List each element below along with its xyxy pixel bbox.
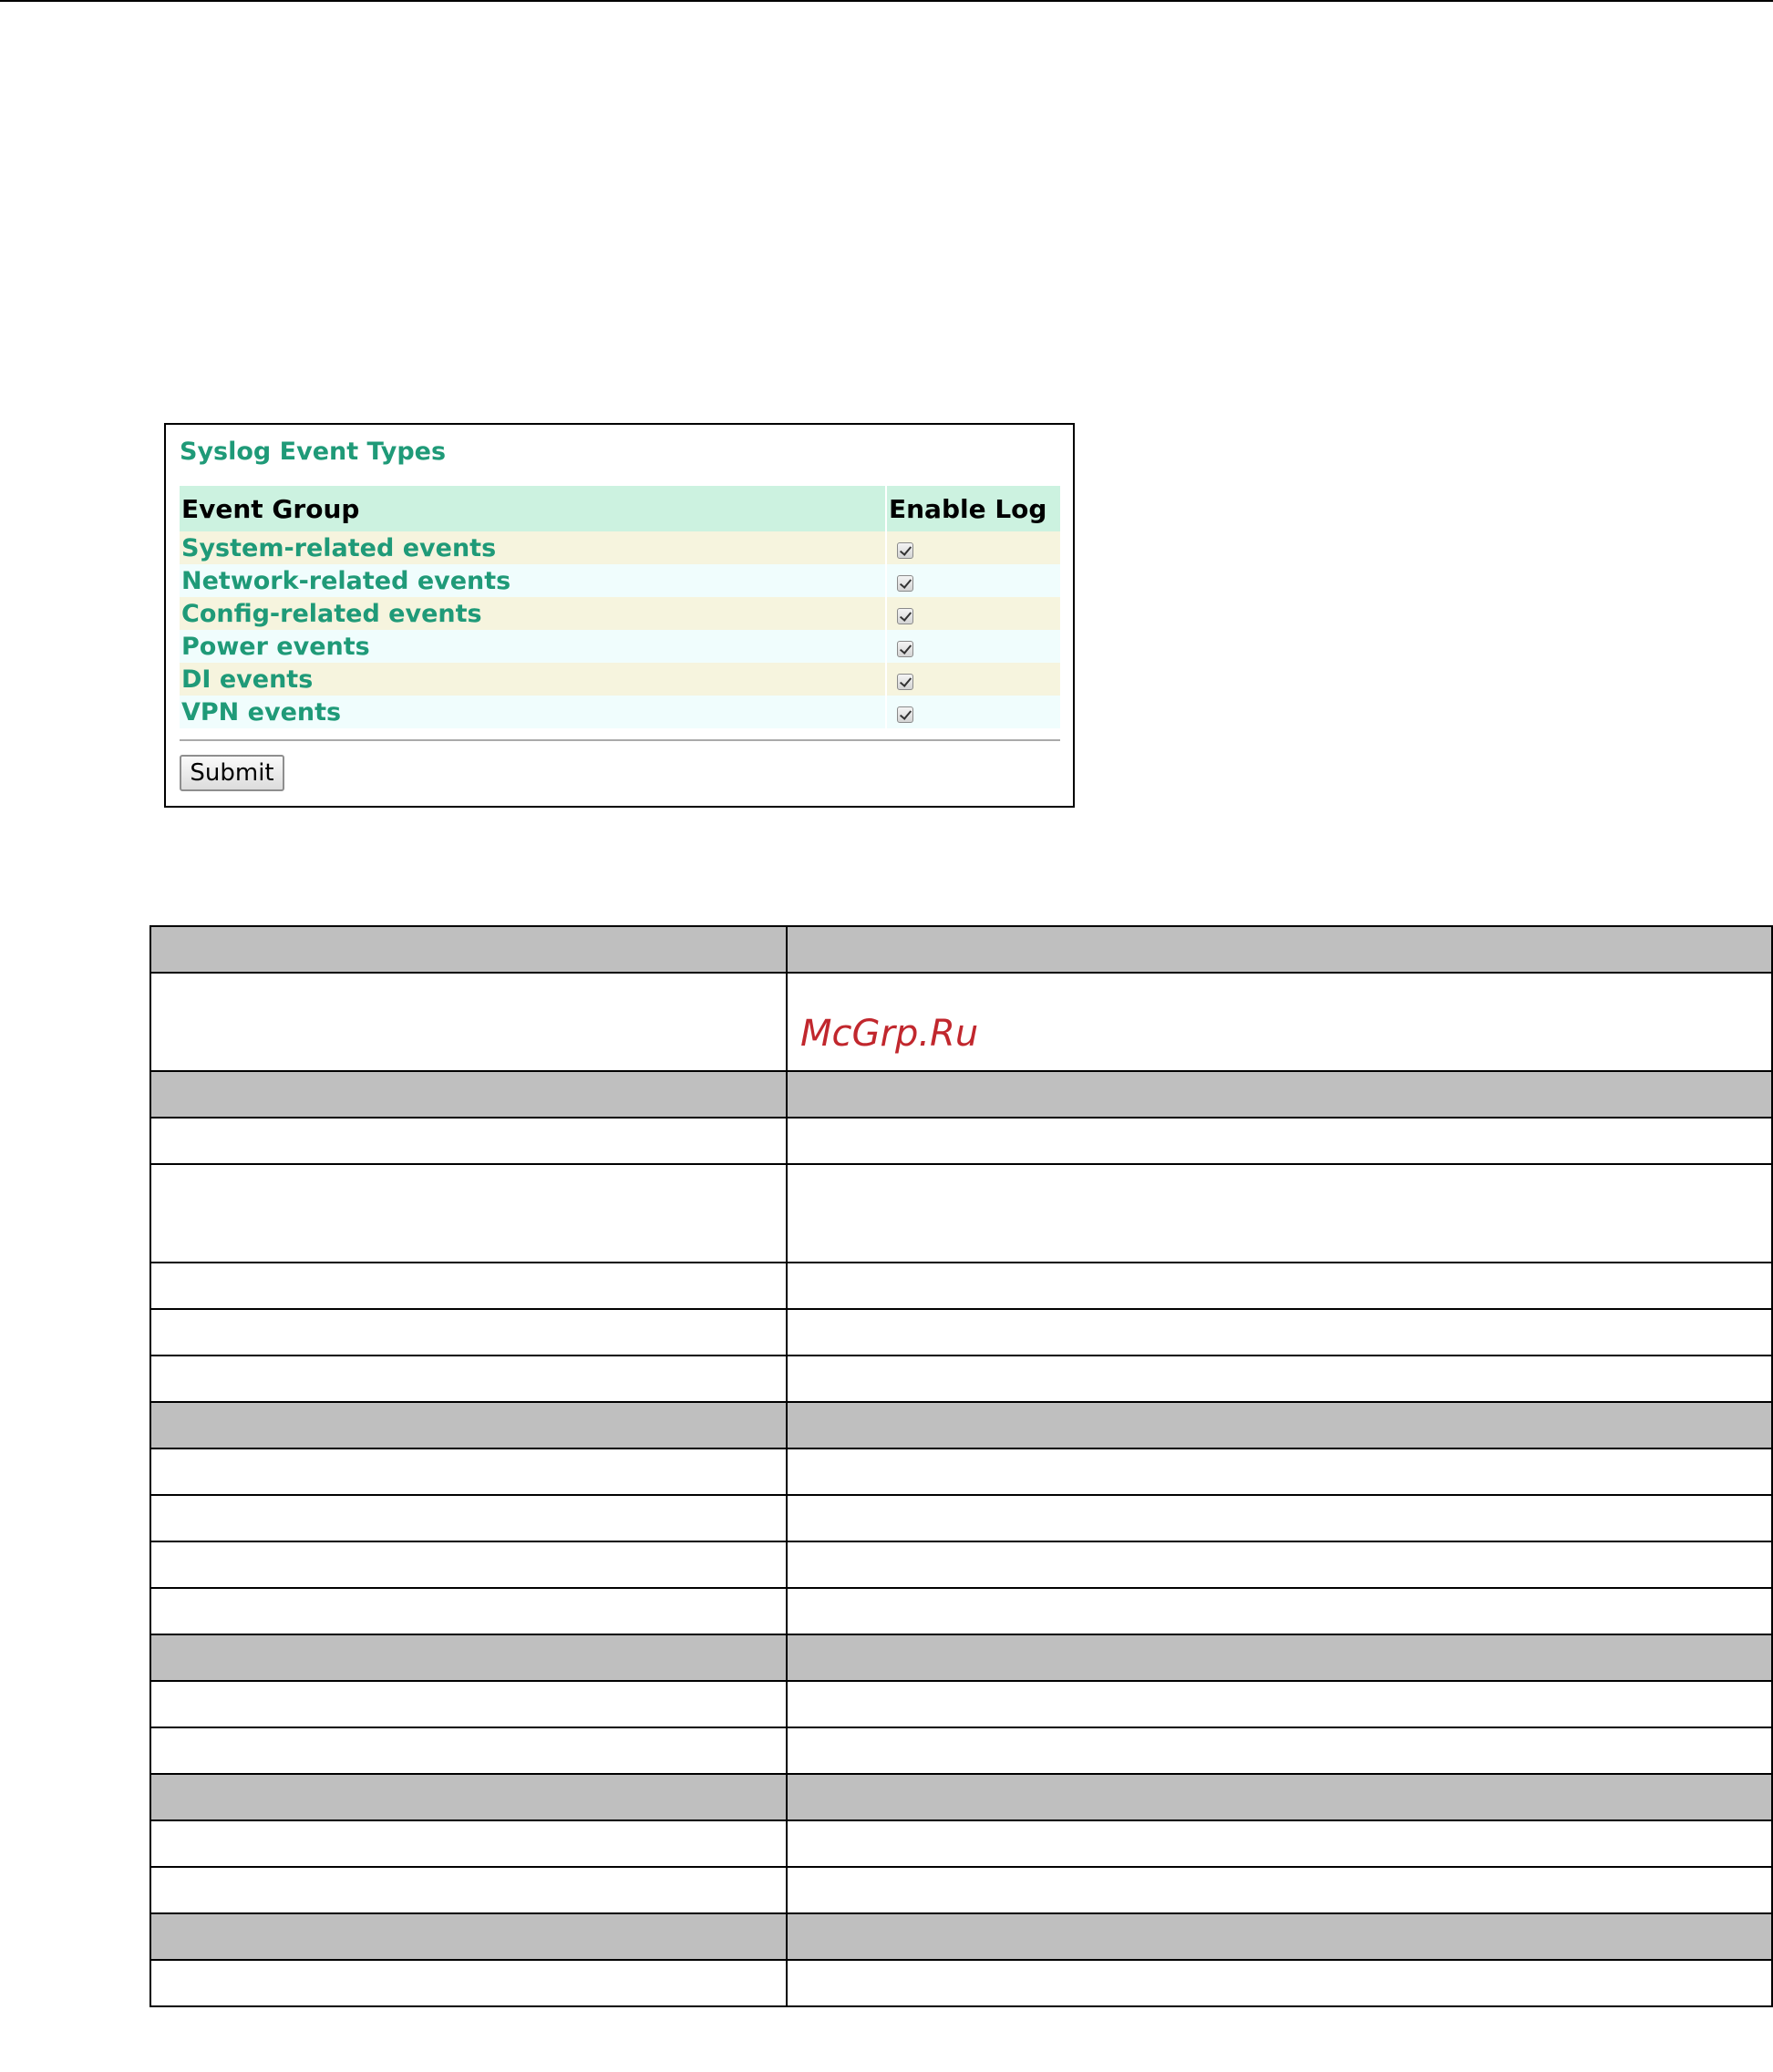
grid-row (150, 1448, 1772, 1495)
grid-cell (150, 1960, 787, 2006)
grid-cell (787, 1402, 1772, 1448)
grid-cell (787, 1356, 1772, 1402)
grid-row (150, 1960, 1772, 2006)
config-events-checkbox[interactable] (897, 608, 913, 624)
event-row-network (180, 564, 1060, 597)
grid-cell (787, 1118, 1772, 1164)
event-label: Config-related events (180, 597, 886, 630)
event-label: Network-related events (180, 564, 886, 597)
event-row-system (180, 531, 1060, 564)
grid-cell (787, 1634, 1772, 1681)
grid-cell (150, 1495, 787, 1541)
grid-section-header-row (150, 1402, 1772, 1448)
grid-row (150, 1588, 1772, 1634)
event-row-di (180, 663, 1060, 696)
grid-cell (150, 1118, 787, 1164)
grid-cell (787, 1541, 1772, 1588)
enable-log-cell (886, 663, 1060, 696)
grid-cell (150, 1541, 787, 1588)
grid-row (150, 1164, 1772, 1263)
grid-cell (787, 1820, 1772, 1867)
grid-cell (150, 973, 787, 1071)
enable-log-cell (886, 630, 1060, 663)
grid-cell (787, 1263, 1772, 1309)
grid-cell (150, 1164, 787, 1263)
event-table-header-row (180, 486, 1060, 531)
vpn-events-checkbox[interactable] (897, 706, 913, 723)
event-row-vpn (180, 696, 1060, 728)
grid-cell (150, 1774, 787, 1820)
top-rule (0, 0, 1773, 2)
grid-row (150, 1356, 1772, 1402)
grid-section-header-row (150, 1634, 1772, 1681)
network-events-checkbox[interactable] (897, 575, 913, 592)
grid-cell (150, 1634, 787, 1681)
grid-cell (787, 1448, 1772, 1495)
grid-row (150, 1118, 1772, 1164)
grid-cell (787, 1681, 1772, 1727)
grid-cell (787, 1071, 1772, 1118)
grid-section-header-row (150, 1913, 1772, 1960)
grid-row (150, 1309, 1772, 1356)
grid-cell (787, 1913, 1772, 1960)
grid-cell (150, 1727, 787, 1774)
grid-row (150, 1541, 1772, 1588)
enable-log-cell (886, 531, 1060, 564)
grid-cell (787, 1960, 1772, 2006)
grid-cell (150, 1402, 787, 1448)
enable-log-cell (886, 597, 1060, 630)
enable-log-cell (886, 564, 1060, 597)
grid-cell (787, 1727, 1772, 1774)
enable-log-header: Enable Log (886, 486, 1060, 531)
event-row-power (180, 630, 1060, 663)
submit-button[interactable]: Submit (180, 755, 284, 791)
syslog-event-types-panel (164, 423, 1075, 808)
grid-cell (787, 1588, 1772, 1634)
grid-section-header-row (150, 1071, 1772, 1118)
event-label: VPN events (180, 696, 886, 728)
grid-row (150, 1820, 1772, 1867)
grid-cell (150, 1263, 787, 1309)
grid-cell (150, 1681, 787, 1727)
panel-title: Syslog Event Types (180, 438, 447, 466)
grid-section-header-row (150, 1774, 1772, 1820)
grid-cell (787, 1495, 1772, 1541)
grid-cell (150, 1309, 787, 1356)
power-events-checkbox[interactable] (897, 641, 913, 657)
grid-section-header-row (150, 926, 1772, 973)
enable-log-cell (886, 696, 1060, 728)
grid-row (150, 1867, 1772, 1913)
system-events-checkbox[interactable] (897, 542, 913, 559)
grid-cell (787, 1867, 1772, 1913)
grid-cell (150, 1448, 787, 1495)
di-events-checkbox[interactable] (897, 674, 913, 690)
panel-divider (180, 739, 1060, 741)
grid-cell (150, 1588, 787, 1634)
event-row-config (180, 597, 1060, 630)
grid-cell (787, 926, 1772, 973)
grid-cell (150, 1356, 787, 1402)
grid-cell (787, 1164, 1772, 1263)
grid-cell (787, 1774, 1772, 1820)
grid-cell (787, 1309, 1772, 1356)
grid-row (150, 1495, 1772, 1541)
grid-row (150, 1263, 1772, 1309)
grid-cell (150, 1071, 787, 1118)
grid-row (150, 1727, 1772, 1774)
grid-cell (150, 926, 787, 973)
grid-cell (150, 1913, 787, 1960)
grid-cell (150, 1820, 787, 1867)
event-label: System-related events (180, 531, 886, 564)
event-label: DI events (180, 663, 886, 696)
event-group-header: Event Group (180, 486, 886, 531)
watermark-text: McGrp.Ru (800, 1013, 979, 1055)
description-grid-table (149, 925, 1773, 2007)
grid-row (150, 1681, 1772, 1727)
event-types-table (180, 486, 1060, 728)
event-label: Power events (180, 630, 886, 663)
grid-cell (150, 1867, 787, 1913)
